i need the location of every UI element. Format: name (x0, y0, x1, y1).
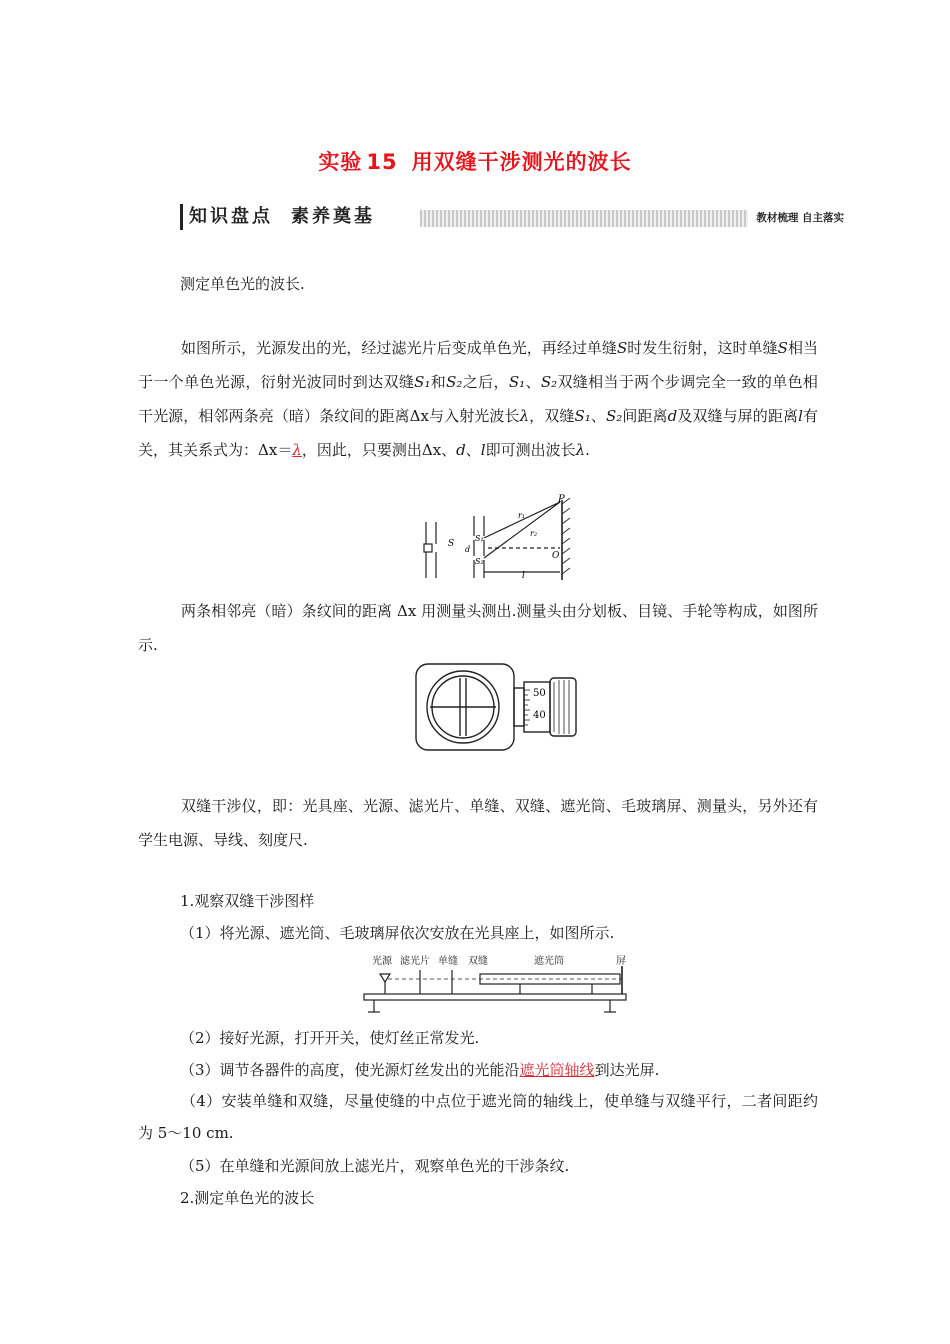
highlight-tube-axis: 遮光筒轴线 (519, 1061, 595, 1079)
step1-4: （4）安装单缝和双缝，尽量使缝的中点位于遮光筒的轴线上，使单缝与双缝平行，二者间距约为 5～10 cm. (138, 1092, 818, 1142)
label-S1: S₁ (475, 534, 484, 543)
label-single-slit: 单缝 (438, 956, 458, 967)
label-tube: 遮光筒 (534, 956, 564, 967)
measuring-head-diagram (414, 662, 584, 754)
label-S: S (448, 539, 455, 549)
label-r1: r₁ (518, 511, 526, 520)
step1-3: （3）调节各器件的高度，使光源灯丝发出的光能沿遮光筒轴线到达光屏. (180, 1061, 660, 1079)
step2-title: 2.测定单色光的波长 (180, 1189, 315, 1207)
label-filter: 滤光片 (400, 956, 430, 967)
page-title (0, 146, 950, 176)
title-text: 用双缝干涉测光的波长 (411, 150, 632, 174)
label-screen: 屏 (616, 956, 626, 967)
step1-1: （1）将光源、遮光筒、毛玻璃屏依次安放在光具座上，如图所示. (180, 924, 615, 942)
section-banner (180, 204, 844, 230)
measure-paragraph: 两条相邻亮（暗）条纹间的距离 Δx 用测量头测出.测量头由分划板、目镜、手轮等构成，如图所示. (138, 602, 818, 654)
banner-heading-a: 知识盘点 (189, 206, 273, 227)
label-O: O (552, 551, 560, 561)
principle-paragraph: 如图所示，光源发出的光，经过滤光片后变成单色光，再经过单缝S时发生衍射，这时单缝S相当于一个单色光源，衍射光波同时到达双缝S₁和S₂之后，S₁、S₂双缝相当于两个步调完全一致的单色相干光源，相邻两条亮（暗）条纹间的距离Δx与入射光波长λ，双缝S₁、S₂间距离d及双缝与屏的距离l有关，其关系式为：Δx＝λ，因此，只要测出Δx、d、l即可测出波长λ. (138, 339, 818, 459)
label-d: d (465, 545, 471, 554)
label-P: P (558, 494, 565, 505)
banner-heading-b: 素养奠基 (291, 206, 375, 227)
scale-label-40: 40 (533, 710, 546, 721)
label-S2: S₂ (475, 557, 484, 566)
label-double-slit: 双缝 (468, 956, 488, 967)
optical-bench-diagram (360, 952, 640, 1016)
banner-subtitle: 教材梳理 自主落实 (748, 210, 844, 227)
banner-heading (180, 204, 421, 230)
scale-label-50: 50 (533, 688, 546, 699)
double-slit-diagram (418, 494, 578, 584)
equipment-paragraph: 双缝干涉仪，即：光具座、光源、滤光片、单缝、双缝、遮光筒、毛玻璃屏、测量头，另外还有学生电源、导线、刻度尺. (138, 797, 818, 849)
label-l: l (522, 571, 525, 581)
label-light-source: 光源 (372, 956, 392, 967)
label-r2: r₂ (530, 529, 538, 538)
step1-2: （2）接好光源，打开开关，使灯丝正常发光. (180, 1029, 480, 1047)
purpose-text: 测定单色光的波长. (180, 275, 305, 293)
formula-blank: λ (292, 441, 302, 459)
title-prefix: 实验 (318, 150, 363, 174)
step1-title: 1.观察双缝干涉图样 (180, 892, 315, 910)
title-number: 15 (366, 150, 398, 174)
step1-5: （5）在单缝和光源间放上滤光片，观察单色光的干涉条纹. (180, 1157, 570, 1175)
